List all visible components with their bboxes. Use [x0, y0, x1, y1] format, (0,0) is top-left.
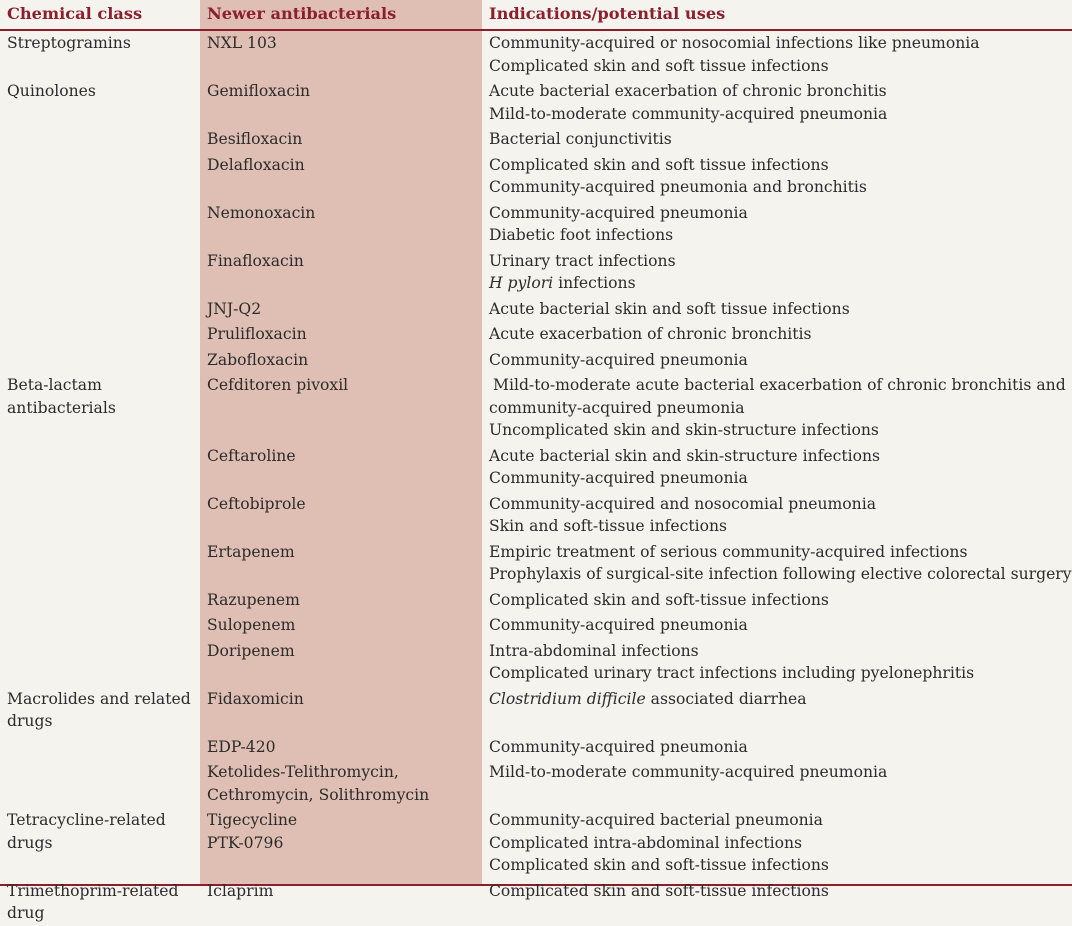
drug-name-cell — [200, 30, 482, 78]
chemical-class-cell-line: antibacterials — [7, 398, 116, 417]
drug-name-cell — [200, 296, 482, 322]
indication-cell — [482, 443, 1072, 491]
indication-cell-line: Community-acquired pneumonia — [489, 737, 748, 756]
indication-cell-line: Community-acquired pneumonia — [489, 350, 748, 369]
drug-name-cell-line: Ertapenem — [207, 542, 295, 561]
table-row — [0, 612, 1072, 638]
indication-cell — [482, 734, 1072, 760]
indication-cell — [482, 638, 1072, 686]
indication-cell — [482, 296, 1072, 322]
drug-name-cell — [200, 372, 482, 443]
table-row — [0, 734, 1072, 760]
table-row — [0, 78, 1072, 126]
indication-cell — [482, 372, 1072, 443]
indication-cell-line: Diabetic foot infections — [489, 226, 674, 244]
indication-cell-line: Mild-to-moderate community-acquired pneumonia — [489, 104, 888, 123]
indication-cell — [482, 878, 1072, 926]
chemical-class-cell — [0, 686, 200, 734]
chemical-class-cell — [0, 78, 200, 126]
indication-cell — [482, 539, 1072, 587]
table-row — [0, 248, 1072, 296]
indication-cell-line: Acute bacterial skin and soft tissue infections — [489, 299, 850, 318]
drug-name-cell-line: Cefditoren pivoxil — [207, 376, 349, 394]
table-row — [0, 686, 1072, 734]
indication-cell — [482, 347, 1072, 373]
table-row — [0, 807, 1072, 878]
indication-cell — [482, 491, 1072, 539]
drug-name-cell-line: JNJ-Q2 — [207, 299, 262, 318]
indication-cell-line: Complicated urinary tract infections including pyelonephritis — [489, 664, 975, 682]
chemical-class-cell-line: Beta-lactam — [7, 376, 102, 394]
chemical-class-cell — [0, 807, 200, 878]
indication-cell-line: Urinary tract infections — [489, 251, 676, 270]
drug-name-cell-line: NXL 103 — [207, 34, 277, 52]
indication-cell — [482, 78, 1072, 126]
drug-name-cell-line: Iclaprim — [207, 881, 274, 900]
indication-cell — [482, 759, 1072, 807]
indication-cell-line: Complicated skin and soft tissue infections — [489, 155, 829, 174]
drug-name-cell-line: Prulifloxacin — [207, 325, 307, 343]
drug-name-cell-line: Sulopenem — [207, 616, 296, 634]
drug-name-cell — [200, 200, 482, 248]
drug-name-cell — [200, 638, 482, 686]
indication-cell-line: Community-acquired or nosocomial infections like pneumonia — [489, 34, 980, 52]
drug-name-cell — [200, 878, 482, 926]
drug-name-cell-line: PTK-0796 — [207, 833, 284, 852]
chemical-class-cell — [0, 734, 200, 760]
indication-suffix: infections — [553, 274, 636, 292]
indication-cell — [482, 612, 1072, 638]
drug-name-cell-line: Delafloxacin — [207, 155, 305, 174]
drug-name-cell-line: Cethromycin, Solithromycin — [207, 785, 430, 804]
drug-name-cell-line: Razupenem — [207, 590, 300, 609]
table-row — [0, 126, 1072, 152]
table-row — [0, 152, 1072, 200]
chemical-class-cell-line: Quinolones — [7, 82, 96, 100]
chemical-class-cell-line: Macrolides and related — [7, 689, 191, 708]
header-row — [0, 0, 1072, 30]
table-row — [0, 347, 1072, 373]
header-chemical-class: Chemical class — [7, 4, 143, 23]
drug-name-cell-line: Nemonoxacin — [207, 203, 316, 222]
indication-cell-line: Complicated skin and soft-tissue infections — [489, 856, 829, 874]
table-row — [0, 30, 1072, 78]
indication-cell — [482, 686, 1072, 734]
chemical-class-cell — [0, 200, 200, 248]
chemical-class-cell — [0, 759, 200, 807]
table-row — [0, 200, 1072, 248]
chemical-class-cell-line: drugs — [7, 712, 53, 730]
indication-cell-line: Acute bacterial skin and skin-structure infections — [489, 446, 881, 465]
indication-cell-line: Acute exacerbation of chronic bronchitis — [489, 325, 812, 343]
table-row — [0, 638, 1072, 686]
chemical-class-cell — [0, 443, 200, 491]
drug-name-cell — [200, 539, 482, 587]
header-indications: Indications/potential uses — [489, 4, 726, 23]
drug-name-cell-line: Doripenem — [207, 641, 295, 660]
table-row — [0, 878, 1072, 926]
indication-cell-line: Complicated intra-abdominal infections — [489, 833, 803, 852]
indication-suffix: associated diarrhea — [645, 689, 807, 708]
drug-name-cell — [200, 443, 482, 491]
chemical-class-cell-line: Streptogramins — [7, 34, 131, 52]
drug-name-cell — [200, 321, 482, 347]
chemical-class-cell — [0, 347, 200, 373]
drug-name-cell — [200, 807, 482, 878]
table-row — [0, 296, 1072, 322]
table-row — [0, 491, 1072, 539]
table-row — [0, 587, 1072, 613]
indication-cell-line: Uncomplicated skin and skin-structure infections — [489, 421, 879, 439]
drug-name-cell-line: Ceftobiprole — [207, 494, 306, 513]
chemical-class-cell — [0, 321, 200, 347]
chemical-class-cell-line: Trimethoprim-related — [7, 881, 179, 900]
drug-name-cell — [200, 686, 482, 734]
indication-cell-line: Complicated skin and soft-tissue infections — [489, 881, 829, 900]
indication-cell-line — [489, 272, 1072, 295]
indication-cell-line: Community-acquired and nosocomial pneumonia — [489, 494, 877, 513]
indication-cell-line: Community-acquired pneumonia and bronchitis — [489, 178, 867, 196]
drug-name-cell — [200, 126, 482, 152]
indication-cell — [482, 321, 1072, 347]
indication-cell-line: Complicated skin and soft tissue infections — [489, 56, 829, 75]
indication-cell-line: Mild-to-moderate acute bacterial exacerbation of chronic bronchitis and — [493, 376, 1066, 394]
chemical-class-cell — [0, 30, 200, 78]
drug-name-cell — [200, 734, 482, 760]
indication-cell-line: Community-acquired pneumonia — [489, 616, 748, 634]
chemical-class-cell — [0, 491, 200, 539]
indication-cell-line: Community-acquired pneumonia — [489, 203, 748, 222]
indication-cell-line: Empiric treatment of serious community-acquired infections — [489, 542, 968, 561]
drug-name-cell-line: Zabofloxacin — [207, 350, 309, 369]
indication-cell — [482, 126, 1072, 152]
table-body — [0, 30, 1072, 926]
chemical-class-cell — [0, 638, 200, 686]
organism-name: H pylori — [489, 274, 554, 292]
chemical-class-cell — [0, 878, 200, 926]
indication-cell — [482, 587, 1072, 613]
drug-name-cell-line: Gemifloxacin — [207, 82, 311, 100]
chemical-class-cell-line: Tetracycline-related — [7, 811, 166, 829]
table-row — [0, 539, 1072, 587]
indication-cell — [482, 807, 1072, 878]
chemical-class-cell — [0, 126, 200, 152]
indication-cell-line: Skin and soft-tissue infections — [489, 517, 728, 535]
indication-cell-line: Prophylaxis of surgical-site infection following elective colorectal surgery — [489, 565, 1072, 583]
indication-cell-line: Acute bacterial exacerbation of chronic bronchitis — [489, 82, 887, 100]
indication-cell-line: Intra-abdominal infections — [489, 641, 699, 660]
drug-name-cell-line: Ketolides-Telithromycin, — [207, 763, 399, 781]
chemical-class-cell-line: drug — [7, 904, 45, 922]
drug-name-cell — [200, 347, 482, 373]
drug-name-cell-line: Tigecycline — [207, 811, 298, 829]
indication-cell-line: Bacterial conjunctivitis — [489, 130, 672, 148]
drug-name-cell — [200, 248, 482, 296]
drug-name-cell — [200, 587, 482, 613]
organism-name: Clostridium difficile — [489, 689, 646, 708]
drug-name-cell — [200, 759, 482, 807]
drug-name-cell-line: Ceftaroline — [207, 446, 296, 465]
table-row — [0, 443, 1072, 491]
chemical-class-cell — [0, 372, 200, 443]
drug-name-cell — [200, 612, 482, 638]
table-row — [0, 759, 1072, 807]
indication-cell-line: Community-acquired bacterial pneumonia — [489, 811, 823, 829]
indication-cell — [482, 200, 1072, 248]
drug-name-cell-line: EDP-420 — [207, 737, 276, 756]
indication-cell-line — [489, 688, 1072, 711]
indication-cell-line: Complicated skin and soft-tissue infections — [489, 590, 829, 609]
chemical-class-cell — [0, 612, 200, 638]
drug-name-cell-line: Finafloxacin — [207, 251, 304, 270]
table-row — [0, 372, 1072, 443]
chemical-class-cell — [0, 539, 200, 587]
indication-cell — [482, 152, 1072, 200]
indication-cell — [482, 30, 1072, 78]
chemical-class-cell — [0, 152, 200, 200]
table-row — [0, 321, 1072, 347]
drug-name-cell — [200, 152, 482, 200]
indication-cell-line: community-acquired pneumonia — [489, 398, 745, 417]
chemical-class-cell — [0, 587, 200, 613]
header-newer-antibacterials: Newer antibacterials — [207, 4, 397, 23]
drug-name-cell — [200, 491, 482, 539]
drug-name-cell-line: Fidaxomicin — [207, 689, 304, 708]
chemical-class-cell-line: drugs — [7, 833, 53, 852]
indication-cell-line: Community-acquired pneumonia — [489, 469, 748, 487]
chemical-class-cell — [0, 296, 200, 322]
indication-cell-line: Mild-to-moderate community-acquired pneumonia — [489, 763, 888, 781]
chemical-class-cell — [0, 248, 200, 296]
drug-name-cell-line: Besifloxacin — [207, 130, 303, 148]
indication-cell — [482, 248, 1072, 296]
drug-name-cell — [200, 78, 482, 126]
